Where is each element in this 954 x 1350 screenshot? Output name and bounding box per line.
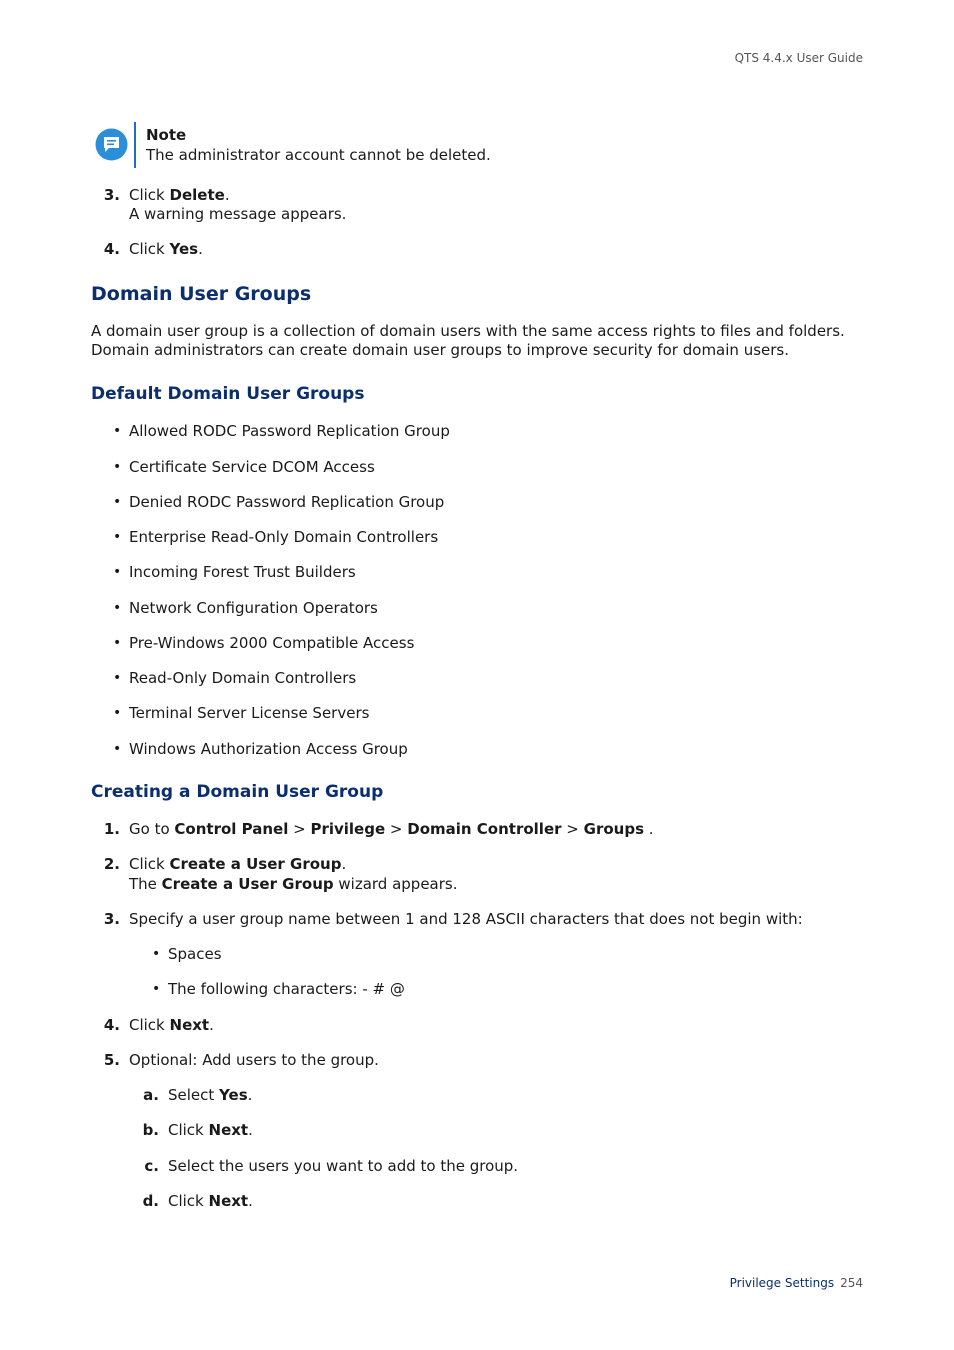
ui-term: Yes <box>219 1086 248 1104</box>
ui-term: Create a User Group <box>161 875 334 893</box>
ui-term: Control Panel <box>174 820 289 838</box>
bullet-icon: • <box>152 946 161 962</box>
footer-section-link[interactable]: Privilege Settings <box>729 1276 835 1290</box>
list-item: Windows Authorization Access Group <box>129 740 408 758</box>
page-header: QTS 4.4.x User Guide <box>734 51 863 65</box>
substep-text: Click Next. <box>168 1121 253 1139</box>
subsection-title-creating: Creating a Domain User Group <box>91 782 384 802</box>
bullet-icon: • <box>113 564 122 580</box>
substep-letter: a. <box>143 1086 159 1104</box>
list-item: Pre-Windows 2000 Compatible Access <box>129 634 415 652</box>
substep-letter: d. <box>142 1192 159 1210</box>
step-text: Click Create a User Group. <box>129 855 347 873</box>
bullet-icon: • <box>113 459 122 475</box>
list-item: Enterprise Read-Only Domain Controllers <box>129 528 439 546</box>
step-text: Click Next. <box>129 1016 214 1034</box>
ui-term: Groups <box>583 820 644 838</box>
section-paragraph: A domain user group is a collection of domain users with the same access rights to files and folders. Domain administrators can create domain user groups to improve security for domain users. <box>91 322 845 359</box>
note-divider <box>134 122 136 168</box>
bullet-icon: • <box>113 494 122 510</box>
bullet-icon: • <box>152 981 161 997</box>
bullet-icon: • <box>113 423 122 439</box>
ui-term: Create a User Group <box>169 855 342 873</box>
step-text: Click Yes. <box>129 240 203 258</box>
list-item: Incoming Forest Trust Builders <box>129 563 356 581</box>
step-result: A warning message appears. <box>129 205 347 223</box>
ui-term: Domain Controller <box>407 820 562 838</box>
ui-term: Yes <box>169 240 199 258</box>
list-item: Denied RODC Password Replication Group <box>129 493 445 511</box>
bullet-icon: • <box>113 600 122 616</box>
bullet-icon: • <box>113 670 122 686</box>
page-number: 254 <box>840 1276 863 1290</box>
ui-term: Privilege <box>310 820 386 838</box>
step-number: 4. <box>103 240 120 258</box>
step-number: 5. <box>103 1051 120 1069</box>
step-result: The Create a User Group wizard appears. <box>129 875 458 893</box>
note-text: The administrator account cannot be deleted. <box>146 146 491 164</box>
substep-text: Select Yes. <box>168 1086 253 1104</box>
substep-text: Select the users you want to add to the group. <box>168 1157 519 1175</box>
step-number: 4. <box>103 1016 120 1034</box>
step-text: Click Delete. <box>129 186 230 204</box>
step-text: Go to Control Panel > Privilege > Domain Controller > Groups . <box>129 820 654 838</box>
section-title: Domain User Groups <box>91 283 312 305</box>
ui-term: Delete <box>169 186 225 204</box>
note-icon <box>95 128 128 161</box>
step-text: Specify a user group name between 1 and 128 ASCII characters that does not begin with: <box>129 910 803 928</box>
ui-term: Next <box>169 1016 210 1034</box>
list-item: Certificate Service DCOM Access <box>129 458 375 476</box>
bullet-icon: • <box>113 705 122 721</box>
step-number: 3. <box>103 910 120 928</box>
list-item: The following characters: - # @ <box>168 980 405 998</box>
bullet-icon: • <box>113 529 122 545</box>
page-footer <box>730 1276 863 1290</box>
list-item: Allowed RODC Password Replication Group <box>129 422 450 440</box>
step-number: 3. <box>103 186 120 204</box>
list-item: Read-Only Domain Controllers <box>129 669 357 687</box>
list-item: Spaces <box>168 945 222 963</box>
ui-term: Next <box>208 1192 249 1210</box>
step-number: 1. <box>103 820 120 838</box>
step-number: 2. <box>103 855 120 873</box>
list-item: Network Configuration Operators <box>129 599 378 617</box>
ui-term: Next <box>208 1121 249 1139</box>
subsection-title-defaults: Default Domain User Groups <box>91 384 365 404</box>
substep-letter: c. <box>144 1157 159 1175</box>
substep-text: Click Next. <box>168 1192 253 1210</box>
substep-letter: b. <box>142 1121 159 1139</box>
bullet-icon: • <box>113 741 122 757</box>
note-title: Note <box>146 126 187 144</box>
bullet-icon: • <box>113 635 122 651</box>
step-text: Optional: Add users to the group. <box>129 1051 379 1069</box>
list-item: Terminal Server License Servers <box>129 704 370 722</box>
